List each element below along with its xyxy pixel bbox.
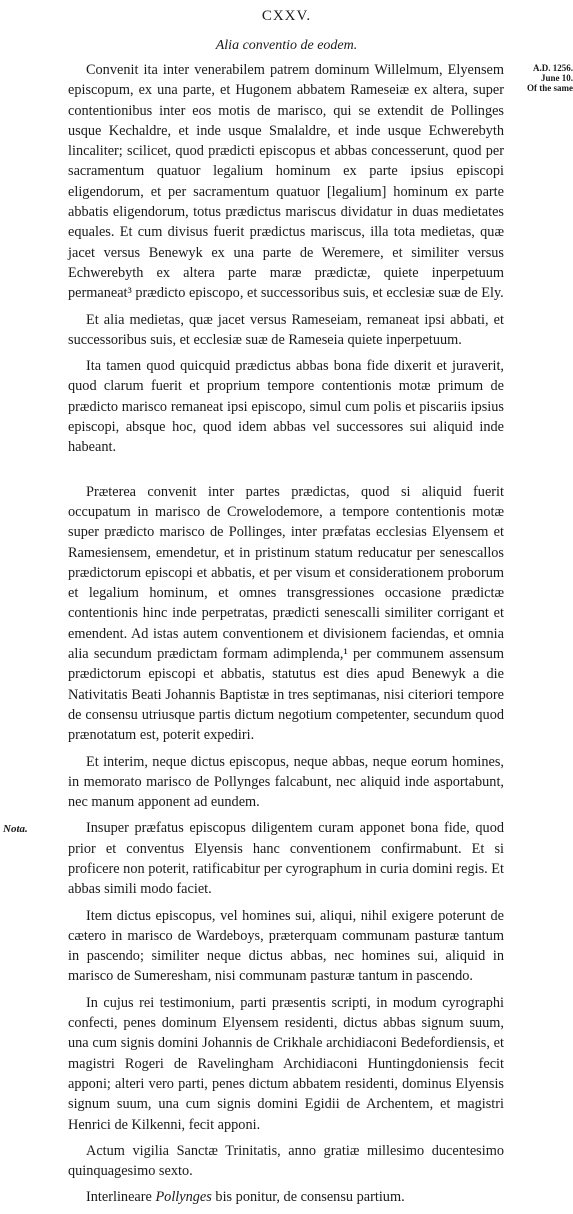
margin-nota: Nota. [3, 823, 28, 835]
final-line [68, 1187, 504, 1207]
document-subtitle: Alia conventio de eodem. [215, 38, 358, 53]
paragraph-8: In cujus rei testimonium, parti præsentis scripti, in modum cyrographi confecti, penes dominum Elyensem residenti, dictus abbas signum suum, una cum signis domini Johannis de Crikhale archidiaconi Bedefordiensis, et magistri Rogeri de Ravelingham Archidiaconi Huntingdoniensis fecit apponi; alteri vero parti, penes dictum abbatem residenti, dominus Elyensis signum suum, una cum signis domini Egidii de Archentem, et magistri Henrici de Kilkenni, fecit apponi. [68, 994, 504, 1133]
paragraph-2: Et alia medietas, quæ jacet versus Rameseiam, remaneat ipsi abbati, et successoribus suis, et ecclesiæ suæ de Rameseia quiete inperpetuum. [68, 311, 504, 348]
document-body [68, 60, 504, 1214]
final-line-before: Interlineare [86, 1189, 156, 1206]
paragraph-6: Insuper præfatus episcopus diligentem curam apponet bona fide, quod prior et conventus Elyensis hanc conventionem confirmabunt. Et si proficere non poterit, ratificabitur per cyrographum in curia domini regis. Et abbas simili modo faciet. [68, 820, 504, 898]
margin-day: June 10. [540, 73, 573, 83]
margin-same-note: Of the same [527, 83, 573, 93]
paragraph-5: Et interim, neque dictus episcopus, neque abbas, neque eorum homines, in memorato marisco de Pollynges falcabunt, nec aliquid inde asportabunt, nec manum apponent ad eundem. [68, 753, 504, 811]
margin-year: A.D. 1256. [533, 63, 573, 73]
paragraph-1: Convenit ita inter venerabilem patrem dominum Willelmum, Elyensem episcopum, ex una parte, et Hugonem abbatem Rameseiæ ex altera, super contentionibus inter eos motis de marisco, qui se extendit de Pollinges usque Kechaldre, et inde usque Smalaldre, et inde usque Echwerebyth lincaliter; scilicet, quod prædicti episcopus et abbas concesserunt, quod per sacramentum quatuor legalium hominum ex parte ipsius episcopi eligendorum, et per sacramentum quatuor [legalium] hominum ex parte abbatis eligendorum, totus prædictus mariscus dividatur in duas medietates equales. Et cum divisus fuerit prædictus mariscus, illa tota medietas, quæ jacet versus Benewyk ex una parte de Weremere, et similiter versus Echwerebyth ex altera parte maræ prædictæ, quiete inperpetuum permaneat³ prædicto episcopo, et successoribus suis, et ecclesiæ suæ de Ely. [68, 62, 504, 302]
final-line-italic: Pollynges [155, 1189, 212, 1206]
paragraph-4: Præterea convenit inter partes prædictas, quod si aliquid fuerit occupatum in marisco de Crowelodemore, a tempore contentionis motæ super prædicto marisco de Pollinges, inter præfatas ecclesias Elyensem et Ramesiensem, emendetur, et in pristinum statum reducatur per senescallos prædictorum episcopi et abbatis, et per visum et considerationem proborum et legalium hominum, et omnes transgressiones occasione prædictæ contentionis hinc inde perpetratas, prædicti senescalli similiter corrigant et emendent. Ad istas autem conventionem et divisionem faciendas, et omnia alia secundum prædictam formam adimplenda,¹ per communem assensum prædictorum episcopi et abbatis, statutus est dies apud Benewyk a die Nativitatis Beati Johannis Baptistæ in tres septimanas, nisi citeriori tempore de consensu utriusque partis dictum negotium competenter, secundum quod prænotatum est, poterit expediri. [68, 483, 504, 744]
paragraph-7: Item dictus episcopus, vel homines sui, aliqui, nihil exigere poterunt de cætero in marisco de Wardeboys, præterquam communam pasturæ tantum in pascendo; similiter neque dictus abbas, nec homines sui, aliquid in marisco de Sumeresham, nisi communam pasturæ tantum in pascendo. [68, 907, 504, 985]
document-number: CXXV. [261, 8, 312, 24]
margin-date-note [505, 63, 573, 93]
final-line-after: bis ponitur, de consensu partium. [211, 1189, 405, 1206]
paragraph-3: Ita tamen quod quicquid prædictus abbas bona fide dixerit et juraverit, quod clarum fuerit et proprium tempore contentionis motæ primum de prædicto marisco remaneat ipsi episcopo, simul cum polis et piscariis ipsius episcopi, absque hoc, quod idem abbas vel successores sui aliquid inde habeant. [68, 358, 504, 456]
paragraph-9: Actum vigilia Sanctæ Trinitatis, anno gratiæ millesimo ducentesimo quinquagesimo sexto. [68, 1142, 504, 1180]
